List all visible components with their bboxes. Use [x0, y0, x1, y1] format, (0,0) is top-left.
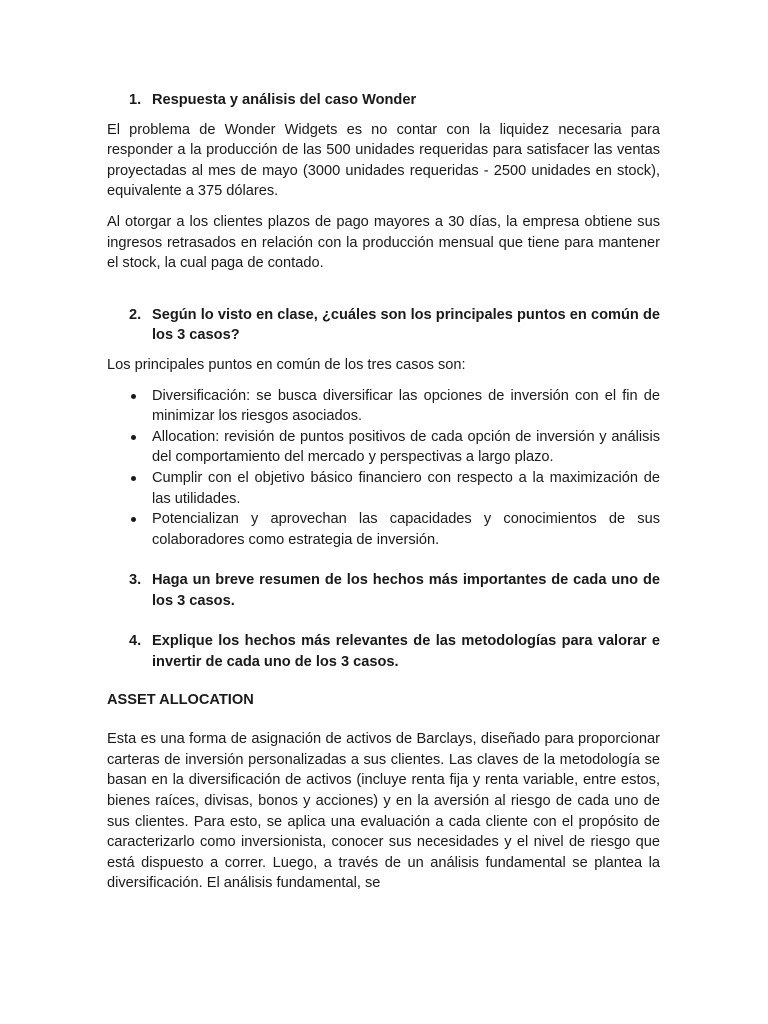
bullet-icon [107, 427, 152, 468]
q1-paragraph-2: Al otorgar a los clientes plazos de pago mayores a 30 días, la empresa obtiene sus ingresos retrasados en relación con la producción mensual que tiene para mantener el stock, la cual paga de contado. [107, 213, 660, 272]
question-3-number: 3. [129, 572, 142, 589]
list-item [107, 468, 660, 509]
question-1-number: 1. [129, 92, 142, 108]
bullet-text: Cumplir con el objetivo básico financiero con respecto a la maximización de las utilidades. [152, 469, 660, 507]
question-4-number: 4. [129, 633, 142, 650]
question-2-number: 2. [129, 306, 142, 323]
bullet-text: Potencializan y aprovechan las capacidades y conocimientos de sus colaboradores como estrategia de inversión. [152, 511, 660, 548]
question-3-heading [107, 570, 660, 611]
question-2-heading [107, 305, 660, 346]
section-title-asset-allocation: ASSET ALLOCATION [107, 691, 254, 708]
question-3-title: Haga un breve resumen de los hechos más importantes de cada uno de los 3 casos. [152, 572, 660, 609]
question-4-title: Explique los hechos más relevantes de las metodologías para valorar e invertir de cada uno de los 3 casos. [152, 633, 660, 671]
list-item [107, 386, 660, 427]
bullet-icon [107, 386, 152, 427]
question-1-title: Respuesta y análisis del caso Wonder [152, 92, 417, 108]
question-1-heading [107, 90, 660, 111]
document-content [107, 90, 660, 894]
bullet-icon [107, 468, 152, 509]
list-item [107, 427, 660, 468]
question-4-heading [107, 631, 660, 672]
list-item [107, 509, 660, 550]
question-2-title: Según lo visto en clase, ¿cuáles son los principales puntos en común de los 3 casos? [152, 306, 660, 344]
asset-allocation-paragraph: Esta es una forma de asignación de activos de Barclays, diseñado para proporcionar carteras de inversión personalizadas a sus clientes. Las claves de la metodología se basan en la diversificación de activos (incluye renta fija y renta variable, entre estos, bienes raíces, divisas, bonos y acciones) y en la aversión al riesgo de cada uno de sus clientes. Para esto, se aplica una evaluación a cada cliente con el propósito de caracterizarlo como inversionista, conocer sus necesidades y el nivel de riesgo que está dispuesto a correr. Luego, a través de un análisis fundamental se plantea la diversificación. El análisis fundamental, se [107, 731, 660, 892]
bullet-text: Allocation: revisión de puntos positivos de cada opción de inversión y análisis del comportamiento del mercado y perspectivas a largo plazo. [152, 428, 660, 466]
bullet-icon [107, 509, 152, 550]
q2-intro: Los principales puntos en común de los tres casos son: [107, 356, 466, 373]
q1-paragraph-1: El problema de Wonder Widgets es no contar con la liquidez necesaria para responder a la producción de las 500 unidades requeridas para satisfacer las ventas proyectadas al mes de mayo (3000 unidades requeridas - 2500 unidades en stock), equivalente a 375 dólares. [107, 121, 660, 200]
bullet-text: Diversificación: se busca diversificar las opciones de inversión con el fin de minimizar los riesgos asociados. [152, 387, 660, 425]
q2-bullet-list [107, 386, 660, 551]
